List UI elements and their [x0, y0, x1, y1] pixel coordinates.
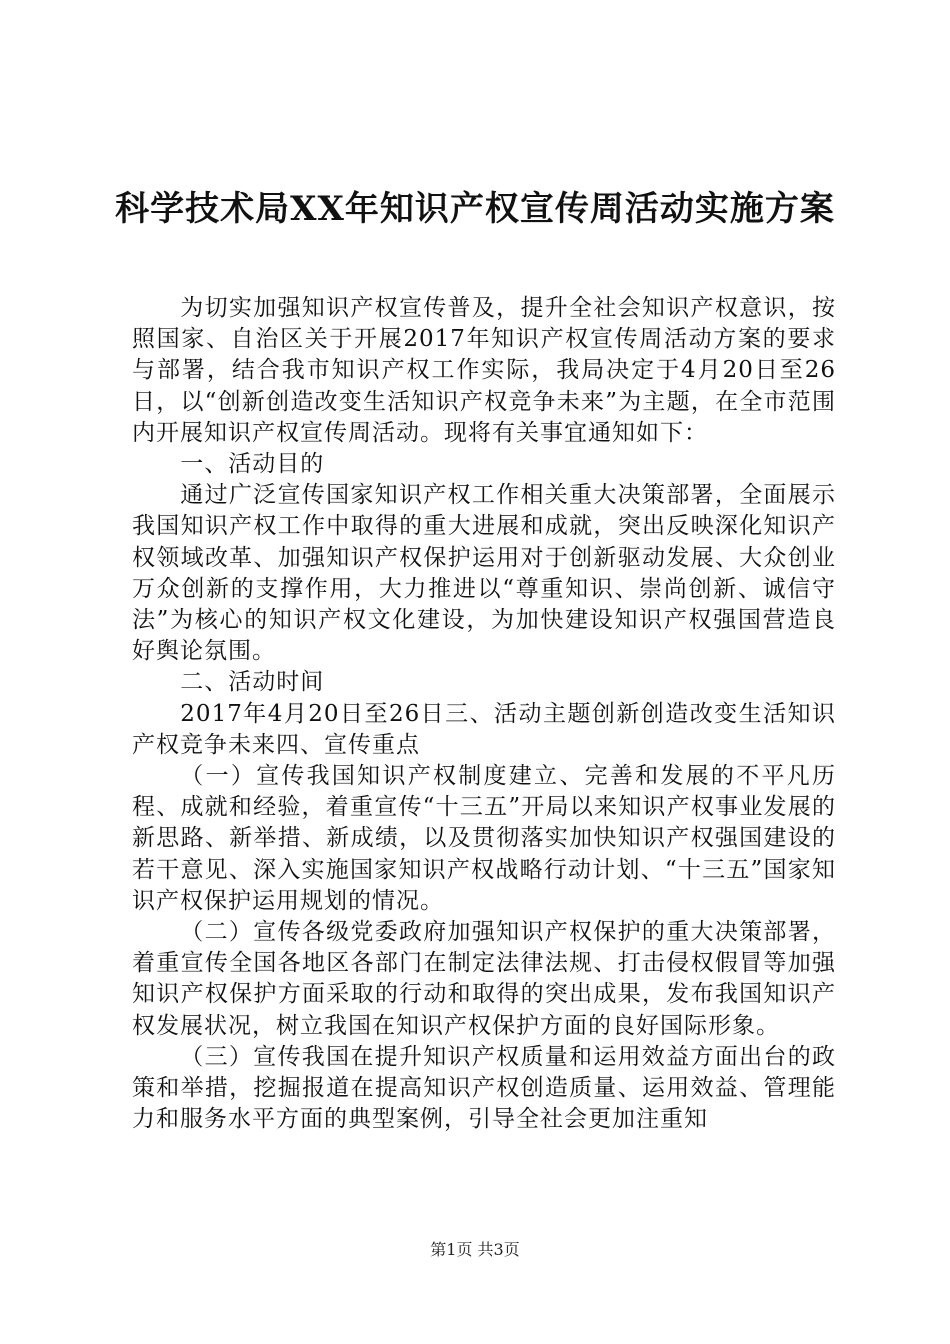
- section-heading-time: 二、活动时间: [180, 669, 325, 696]
- focus-item-3: （三）宣传我国在提升知识产权质量和运用效益方面出台的政策和举措，挖掘报道在提高知识产权创造质量、运用效益、管理能力和服务水平方面的典型案例，引导全社会更加注重知: [132, 1043, 836, 1133]
- document-title: 科学技术局XX年知识产权宣传周活动实施方案: [115, 189, 835, 229]
- purpose-paragraph: 通过广泛宣传国家知识产权工作相关重大决策部署，全面展示我国知识产权工作中取得的重大进展和成就，突出反映深化知识产权领域改革、加强知识产权保护运用对于创新驱动发展、大众创业万众创新的支撑作用，大力推进以“尊重知识、崇尚创新、诚信守法”为核心的知识产权文化建设，为加快建设知识产权强国营造良好舆论氛围。: [132, 482, 836, 665]
- section-heading-purpose: 一、活动目的: [180, 451, 325, 478]
- intro-paragraph: 为切实加强知识产权宣传普及，提升全社会知识产权意识，按照国家、自治区关于开展2017年知识产权宣传周活动方案的要求与部署，结合我市知识产权工作实际，我局决定于4月20日至26日，以“创新创造改变生活知识产权竞争未来”为主题，在全市范围内开展知识产权宣传周活动。现将有关事宜通知如下：: [132, 295, 836, 446]
- time-theme-paragraph: 2017年4月20日至26日三、活动主题创新创造改变生活知识产权竞争未来四、宣传重点: [132, 700, 836, 758]
- focus-item-1: （一）宣传我国知识产权制度建立、完善和发展的不平凡历程、成就和经验，着重宣传“十三五”开局以来知识产权事业发展的新思路、新举措、新成绩，以及贯彻落实加快知识产权强国建设的若干意见、深入实施国家知识产权战略行动计划、“十三五”国家知识产权保护运用规划的情况。: [132, 763, 836, 914]
- document-body: [132, 293, 836, 1135]
- focus-item-2: （二）宣传各级党委政府加强知识产权保护的重大决策部署，着重宣传全国各地区各部门在制定法律法规、打击侵权假冒等加强知识产权保护方面采取的行动和取得的突出成果，发布我国知识产权发展状况，树立我国在知识产权保护方面的良好国际形象。: [132, 919, 836, 1039]
- page-indicator: 第1页 共3页: [430, 1240, 520, 1259]
